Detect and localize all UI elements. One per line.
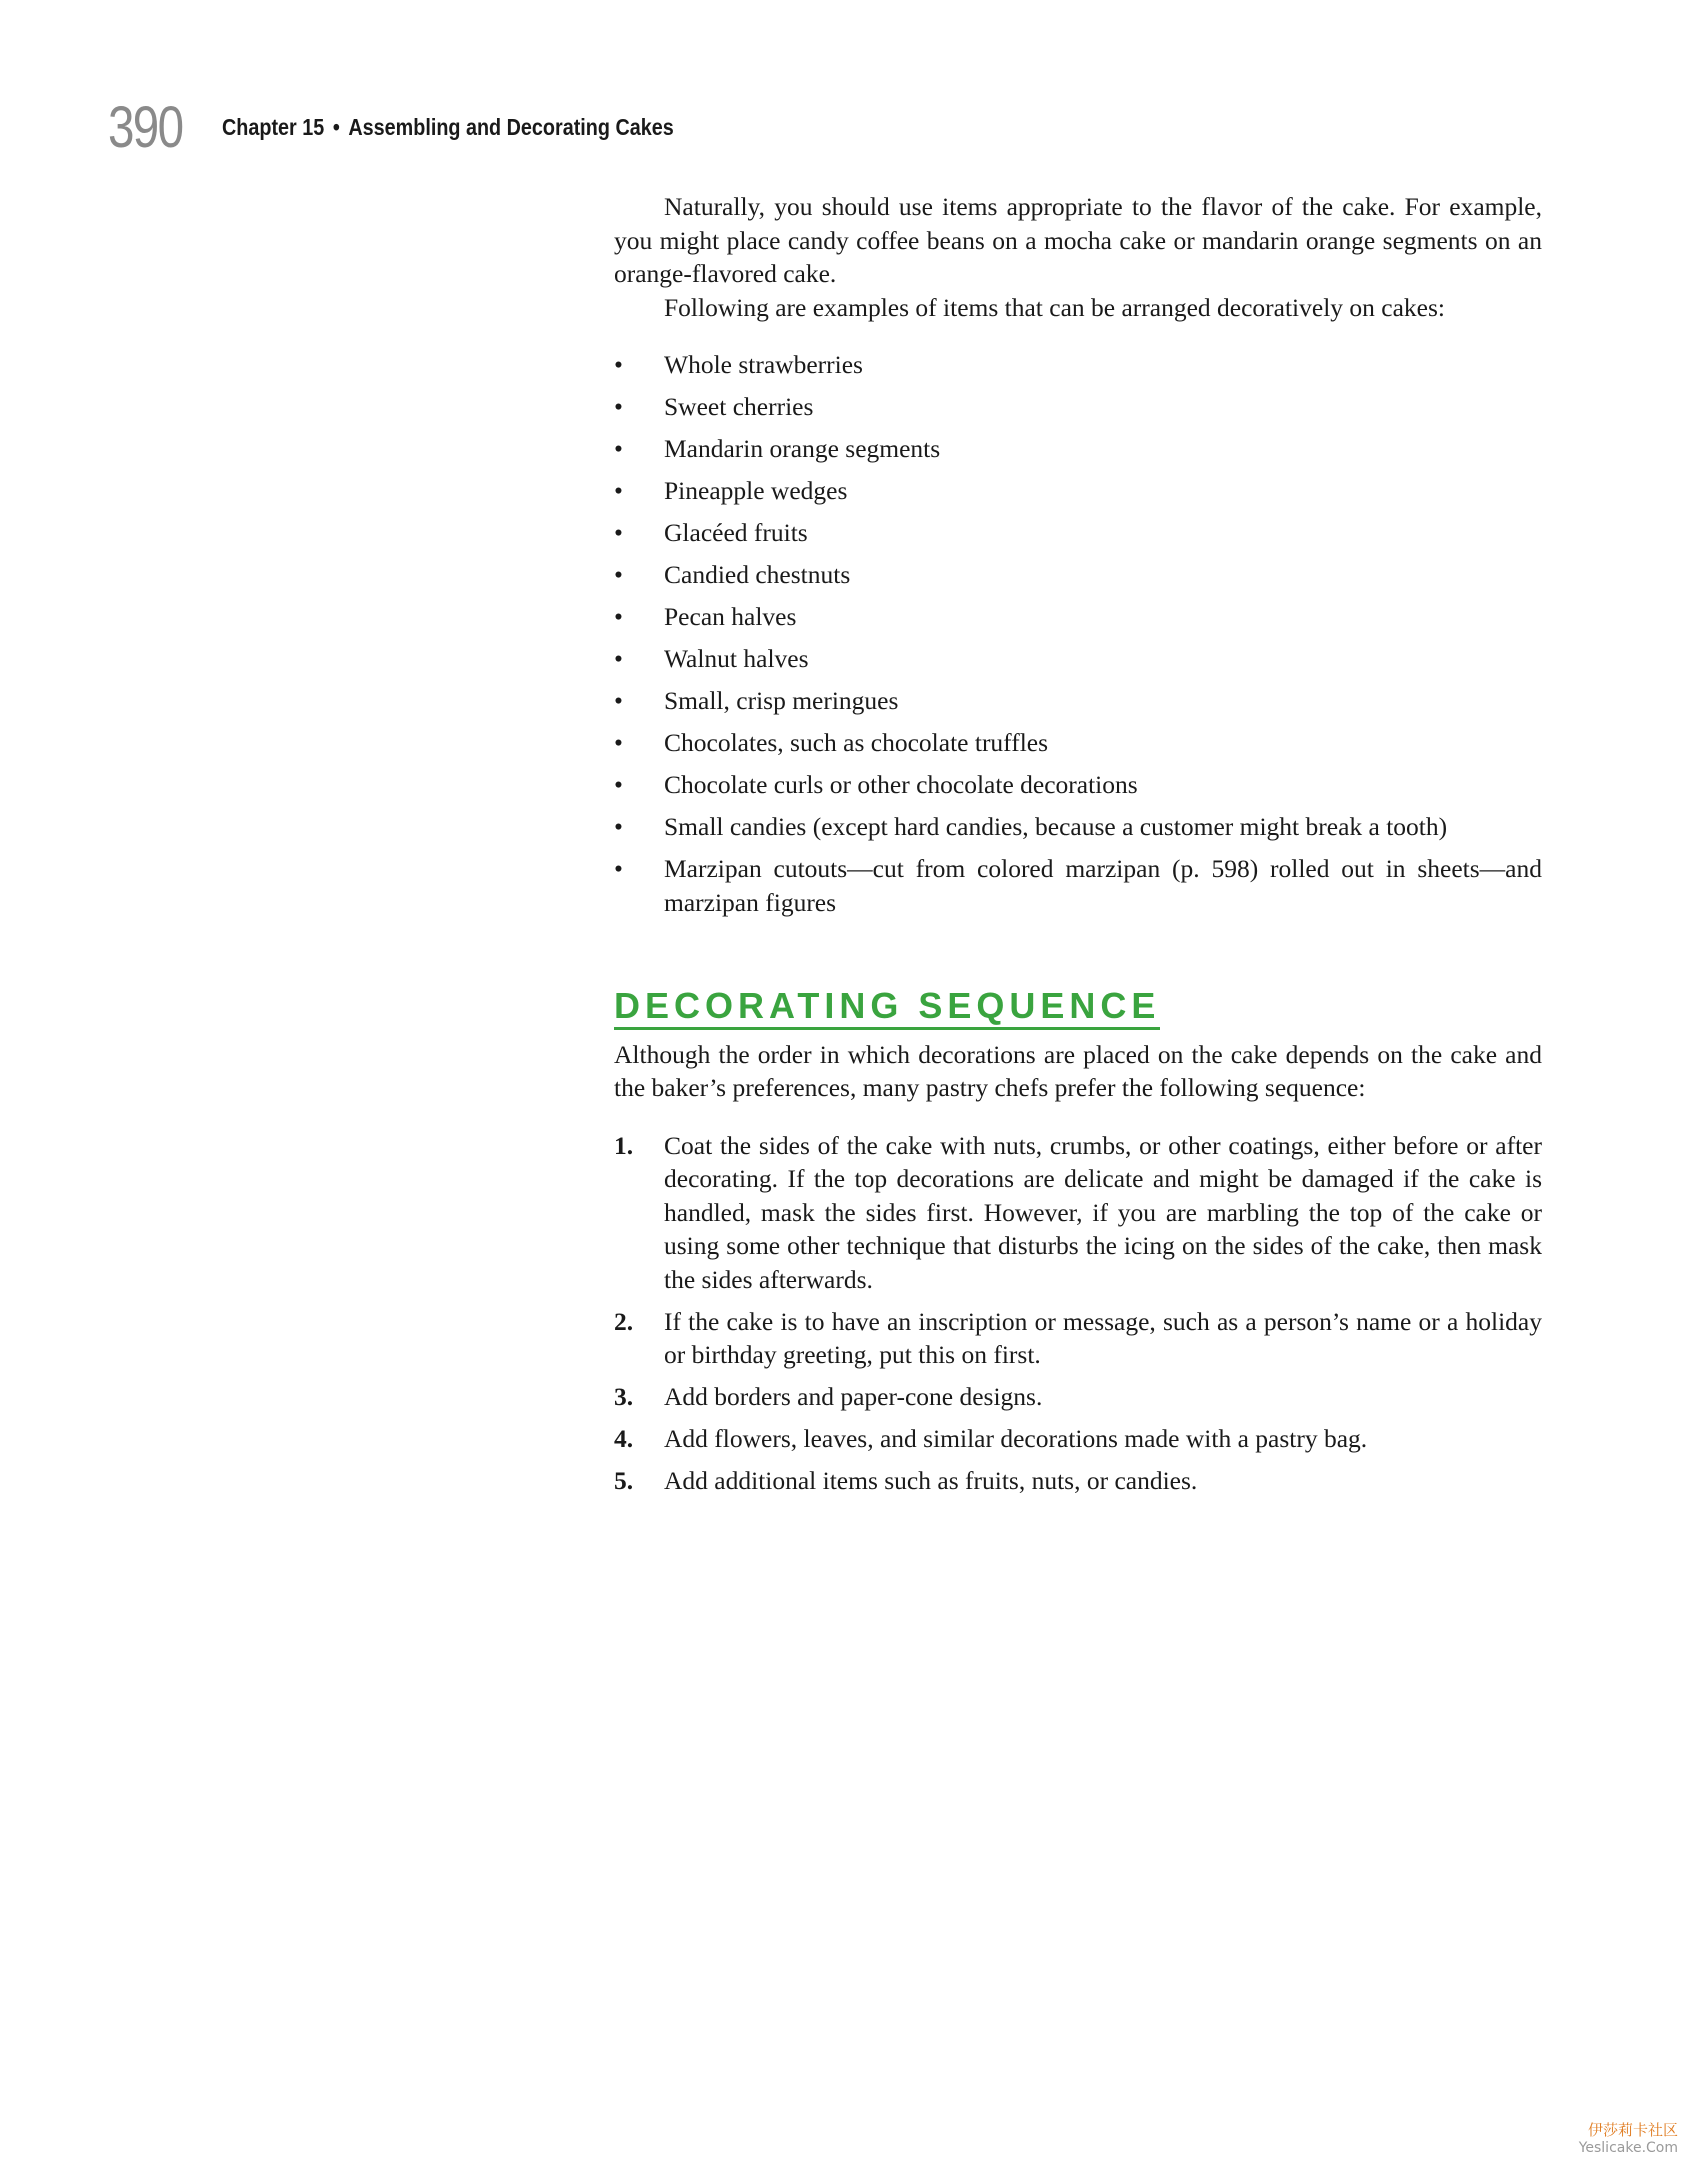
step-number: 1. xyxy=(614,1130,634,1160)
header-separator: • xyxy=(332,113,340,140)
watermark-line-1: 伊莎莉卡社区 xyxy=(1587,2121,1678,2139)
bullet-dot: • xyxy=(614,770,623,799)
list-item xyxy=(614,810,1542,844)
bullet-dot: • xyxy=(614,728,623,757)
list-item xyxy=(614,516,1542,550)
list-item xyxy=(614,600,1542,634)
list-item xyxy=(614,684,1542,718)
step-number: 2. xyxy=(614,1306,634,1336)
list-item-text: Pecan halves xyxy=(664,602,797,631)
bullet-dot: • xyxy=(614,518,623,547)
chapter-label: Chapter 15 xyxy=(222,113,325,140)
list-item-text: Candied chestnuts xyxy=(664,560,851,589)
bullet-dot: • xyxy=(614,434,623,463)
list-item-text: Small candies (except hard candies, because a customer might break a tooth) xyxy=(664,812,1448,841)
bullet-dot: • xyxy=(614,686,623,715)
list-item xyxy=(614,348,1542,382)
body-column xyxy=(614,190,1542,1506)
step-item xyxy=(614,1380,1542,1414)
bullet-dot: • xyxy=(614,602,623,631)
bullet-dot: • xyxy=(614,350,623,379)
list-item xyxy=(614,390,1542,424)
running-header xyxy=(108,92,747,162)
bullet-dot: • xyxy=(614,476,623,505)
step-item xyxy=(614,1464,1542,1498)
step-number: 3. xyxy=(614,1382,634,1411)
decorating-steps-list xyxy=(614,1129,1542,1498)
step-text: Coat the sides of the cake with nuts, crumbs, or other coatings, either before or after decorating. If the top decorations are delicate and might be damaged if the cake is handled, mask the sides first. However, if you are marbling the top of the cake or using some other technique that disturbs the icing on the sides of the cake, then mask the sides afterwards. xyxy=(664,1130,1542,1294)
bullet-dot: • xyxy=(614,812,623,841)
watermark xyxy=(1579,2121,1678,2157)
list-item xyxy=(614,432,1542,466)
list-item-text: Sweet cherries xyxy=(664,392,814,421)
bullet-dot: • xyxy=(614,392,623,421)
step-text: If the cake is to have an inscription or message, such as a person’s name or a holiday or birthday greeting, put this on first. xyxy=(664,1306,1542,1369)
list-item-text: Marzipan cutouts—cut from colored marzipan (p. 598) rolled out in sheets—and marzipan figures xyxy=(664,854,1542,917)
intro-paragraph-2: Following are examples of items that can be arranged decoratively on cakes: xyxy=(664,292,1445,322)
section-intro-paragraph: Although the order in which decorations are placed on the cake depends on the cake and the baker’s preferences, many pastry chefs prefer the following sequence: xyxy=(614,1039,1542,1102)
watermark-line-2: Yeslicake.Com xyxy=(1578,2140,1678,2156)
list-item-text: Chocolate curls or other chocolate decorations xyxy=(664,770,1138,799)
list-item-text: Small, crisp meringues xyxy=(664,686,899,715)
bullet-dot: • xyxy=(614,854,623,883)
step-item xyxy=(614,1422,1542,1456)
step-number: 4. xyxy=(614,1424,634,1453)
list-item xyxy=(614,852,1542,919)
decoration-items-list xyxy=(614,348,1542,919)
step-item xyxy=(614,1129,1542,1297)
bullet-dot: • xyxy=(614,560,623,589)
list-item xyxy=(614,558,1542,592)
intro-paragraph-1: Naturally, you should use items appropriate to the flavor of the cake. For example, you might place candy coffee beans on a mocha cake or mandarin orange segments on an orange-flavored cake. xyxy=(614,192,1542,288)
list-item-text: Pineapple wedges xyxy=(664,476,848,505)
list-item xyxy=(614,768,1542,802)
bullet-dot: • xyxy=(614,644,623,673)
step-item xyxy=(614,1305,1542,1372)
step-text: Add additional items such as fruits, nuts, or candies. xyxy=(664,1466,1198,1495)
list-item-text: Glacéed fruits xyxy=(664,518,808,547)
chapter-title: Assembling and Decorating Cakes xyxy=(348,113,674,140)
running-head xyxy=(222,114,674,141)
section-heading: DECORATING SEQUENCE xyxy=(614,986,1160,1030)
list-item-text: Walnut halves xyxy=(664,644,809,673)
step-text: Add flowers, leaves, and similar decorations made with a pastry bag. xyxy=(664,1424,1368,1453)
list-item xyxy=(614,642,1542,676)
page-number: 390 xyxy=(108,94,183,160)
list-item-text: Mandarin orange segments xyxy=(664,434,941,463)
list-item xyxy=(614,726,1542,760)
list-item xyxy=(614,474,1542,508)
list-item-text: Whole strawberries xyxy=(664,350,863,379)
step-text: Add borders and paper-cone designs. xyxy=(664,1382,1043,1411)
list-item-text: Chocolates, such as chocolate truffles xyxy=(664,728,1049,757)
step-number: 5. xyxy=(614,1466,634,1495)
